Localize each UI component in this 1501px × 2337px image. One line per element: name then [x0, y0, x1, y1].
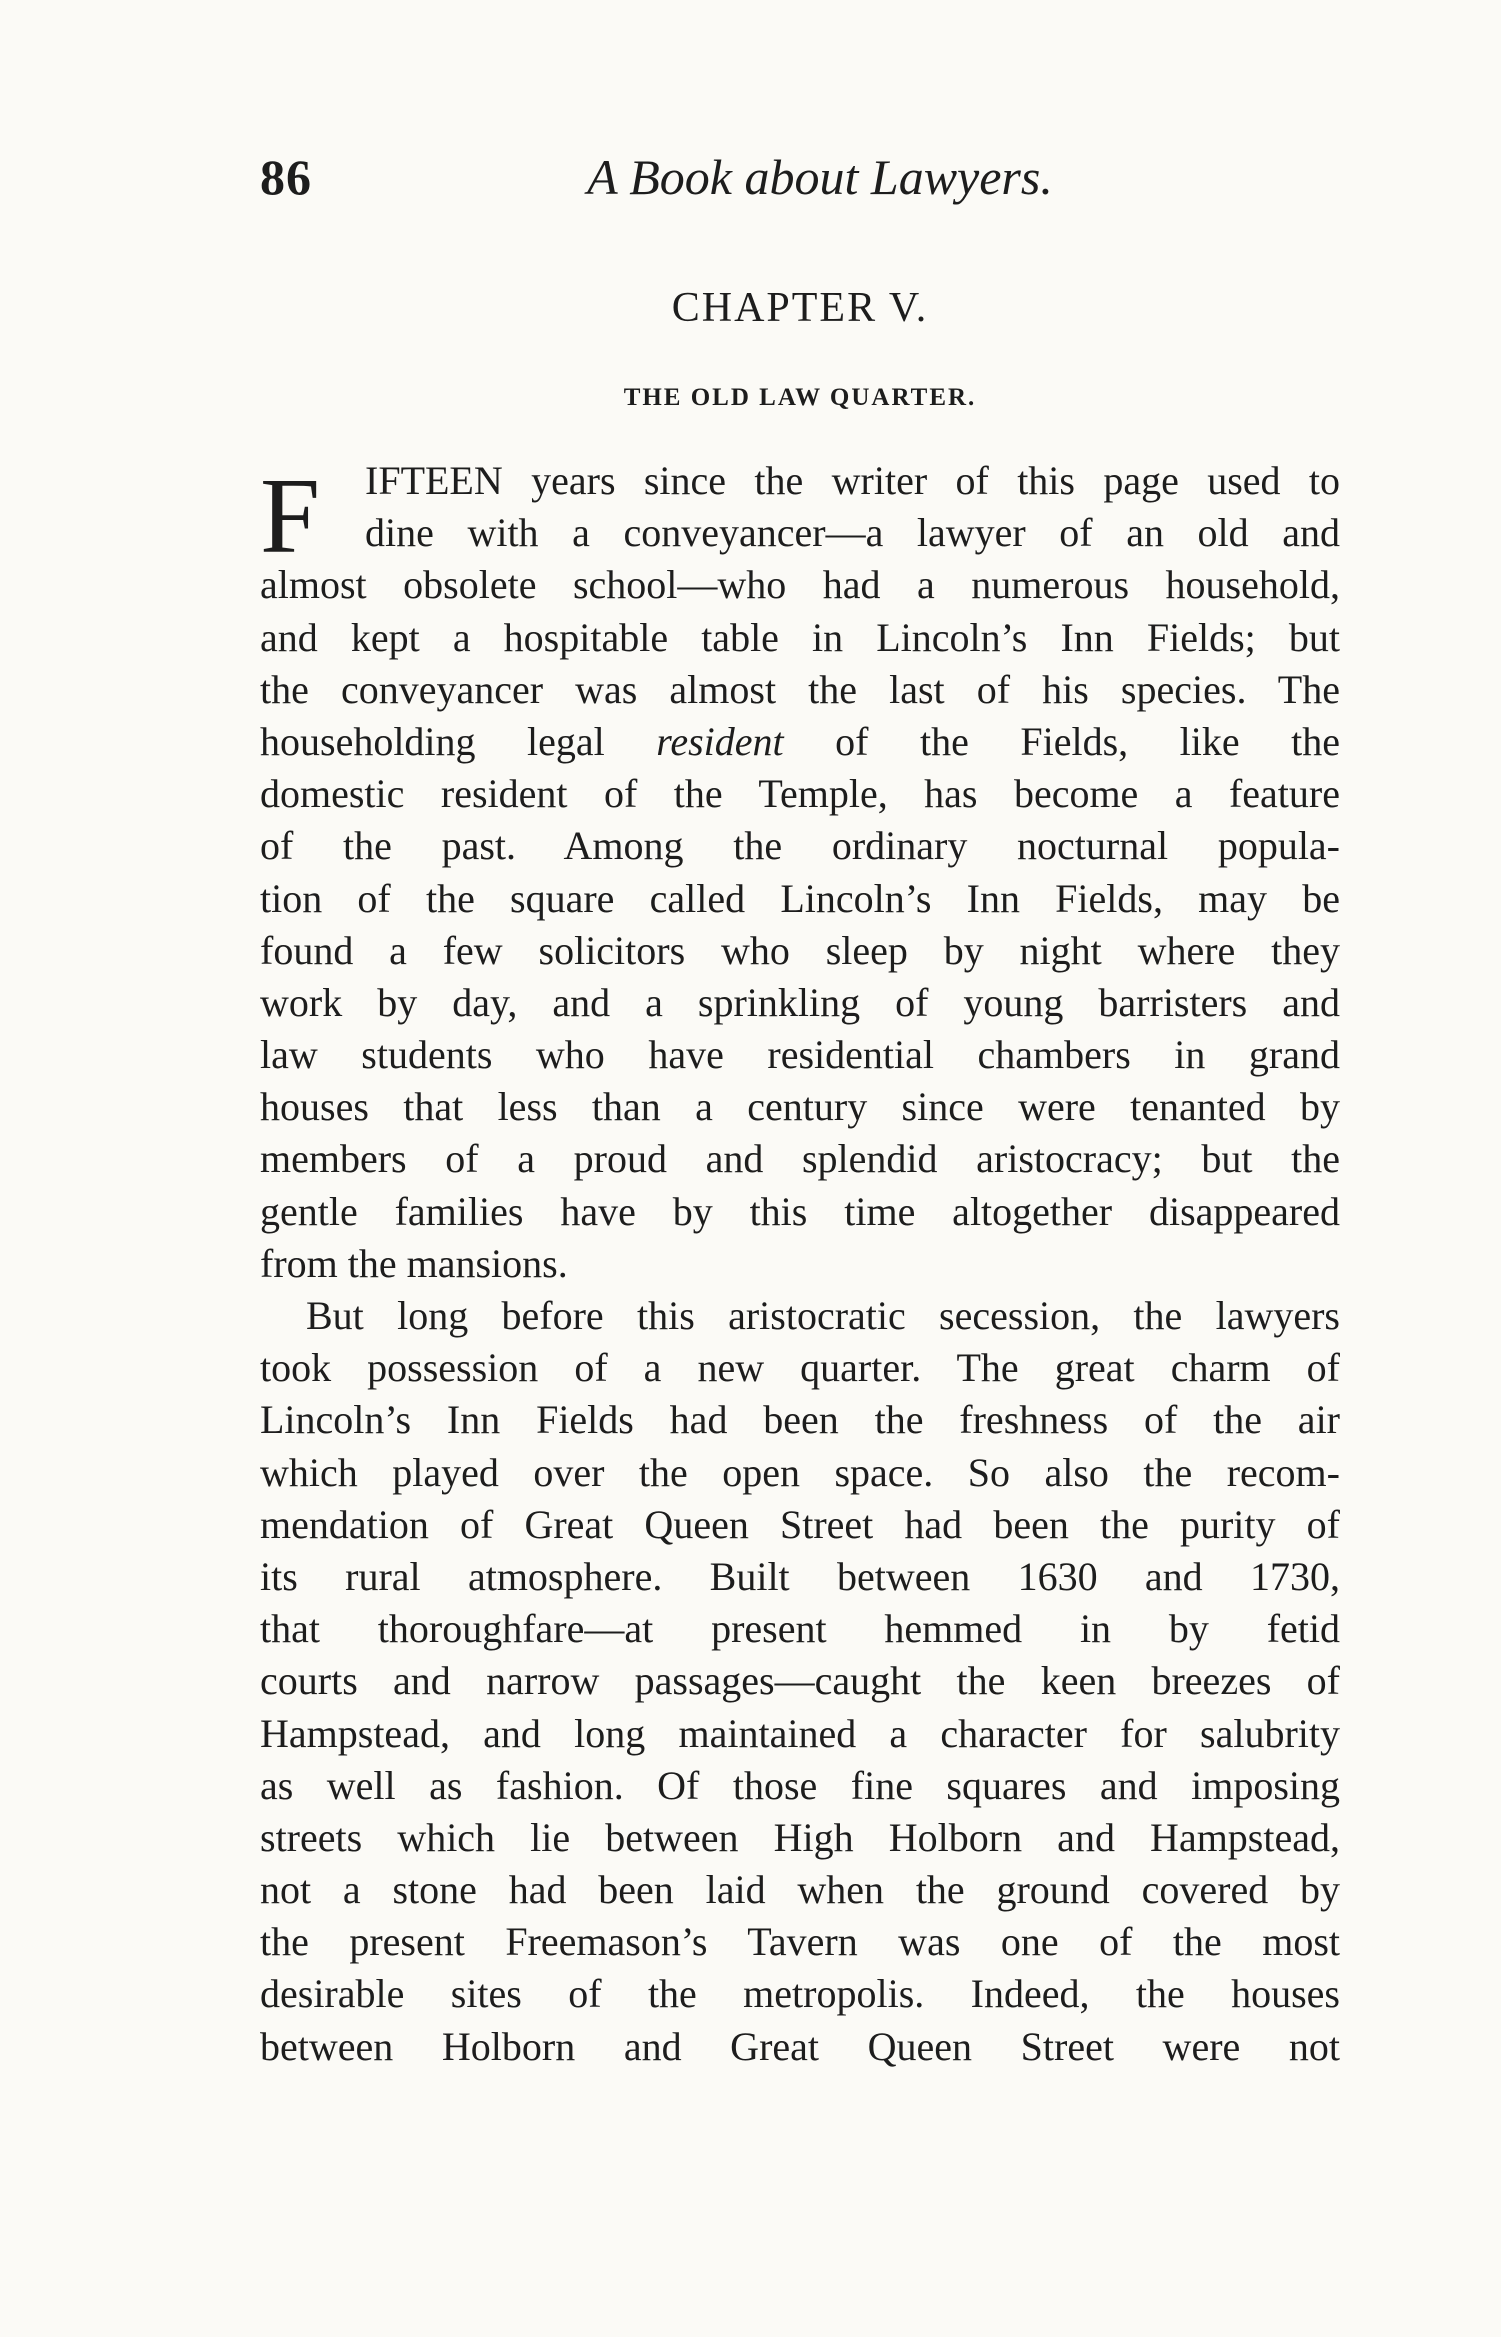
text-line: members of a proud and splendid aristocracy; but the	[260, 1136, 1340, 1182]
text-line: desirable sites of the metropolis. Indeed, the houses	[260, 1971, 1340, 2017]
body-text	[260, 455, 1340, 2073]
text-line: the present Freemason’s Tavern was one of the most	[260, 1919, 1340, 1965]
text-line: But long before this aristocratic secession, the lawyers	[306, 1293, 1340, 1338]
text-line: domestic resident of the Temple, has become a feature	[260, 771, 1340, 817]
text-line: law students who have residential chambers in grand	[260, 1032, 1340, 1078]
text-line: as well as fashion. Of those fine squares and imposing	[260, 1762, 1340, 1808]
text-line: almost obsolete school—who had a numerous household,	[260, 562, 1340, 608]
italic-word: resident	[656, 718, 784, 764]
text-line: courts and narrow passages—caught the keen breezes of	[260, 1658, 1340, 1704]
chapter-subtitle: THE OLD LAW QUARTER.	[623, 384, 977, 411]
text-line: took possession of a new quarter. The great charm of	[260, 1345, 1340, 1391]
paragraph-2	[260, 1290, 1340, 2073]
text-line: houses that less than a century since were tenanted by	[260, 1084, 1340, 1130]
text-line: gentle families have by this time altogether disappeared	[260, 1188, 1340, 1234]
text-line: streets which lie between High Holborn and Hampstead,	[260, 1814, 1340, 1860]
text-line: the conveyancer was almost the last of his species. The	[260, 666, 1340, 712]
drop-cap: F	[260, 457, 321, 576]
text-line: work by day, and a sprinkling of young barristers and	[260, 979, 1340, 1025]
text-line: dine with a conveyancer—a lawyer of an old and	[365, 510, 1340, 556]
text-line: Hampstead, and long maintained a character for salubrity	[260, 1710, 1340, 1756]
text-line: its rural atmosphere. Built between 1630 and 1730,	[260, 1553, 1340, 1599]
running-head	[260, 148, 1360, 218]
page-number: 86	[260, 149, 312, 205]
text-line-italic-word	[260, 716, 1340, 768]
text-line: Lincoln’s Inn Fields had been the freshness of the air	[260, 1397, 1340, 1443]
text-line: tion of the square called Lincoln’s Inn Fields, may be	[260, 875, 1340, 921]
text-line: of the past. Among the ordinary nocturnal popula-	[260, 823, 1340, 869]
text-line: that thoroughfare—at present hemmed in by fetid	[260, 1606, 1340, 1652]
chapter-title: CHAPTER V.	[671, 285, 929, 331]
text-line: mendation of Great Queen Street had been the purity of	[260, 1501, 1340, 1547]
text-line: between Holborn and Great Queen Street were not	[260, 2023, 1340, 2069]
text-line: and kept a hospitable table in Lincoln’s Inn Fields; but	[260, 614, 1340, 660]
text-segment: householding legal	[260, 718, 657, 764]
text-line: which played over the open space. So also the recom-	[260, 1449, 1340, 1495]
text-line: IFTEEN years since the writer of this page used to	[365, 458, 1340, 503]
running-title: A Book about Lawyers.	[587, 149, 1053, 205]
text-line: found a few solicitors who sleep by night where they	[260, 927, 1340, 973]
text-segment: of the Fields, like the	[783, 718, 1340, 764]
paragraph-1	[260, 455, 1340, 1290]
text-line: not a stone had been laid when the ground covered by	[260, 1867, 1340, 1913]
text-line: from the mansions.	[260, 1240, 568, 1286]
